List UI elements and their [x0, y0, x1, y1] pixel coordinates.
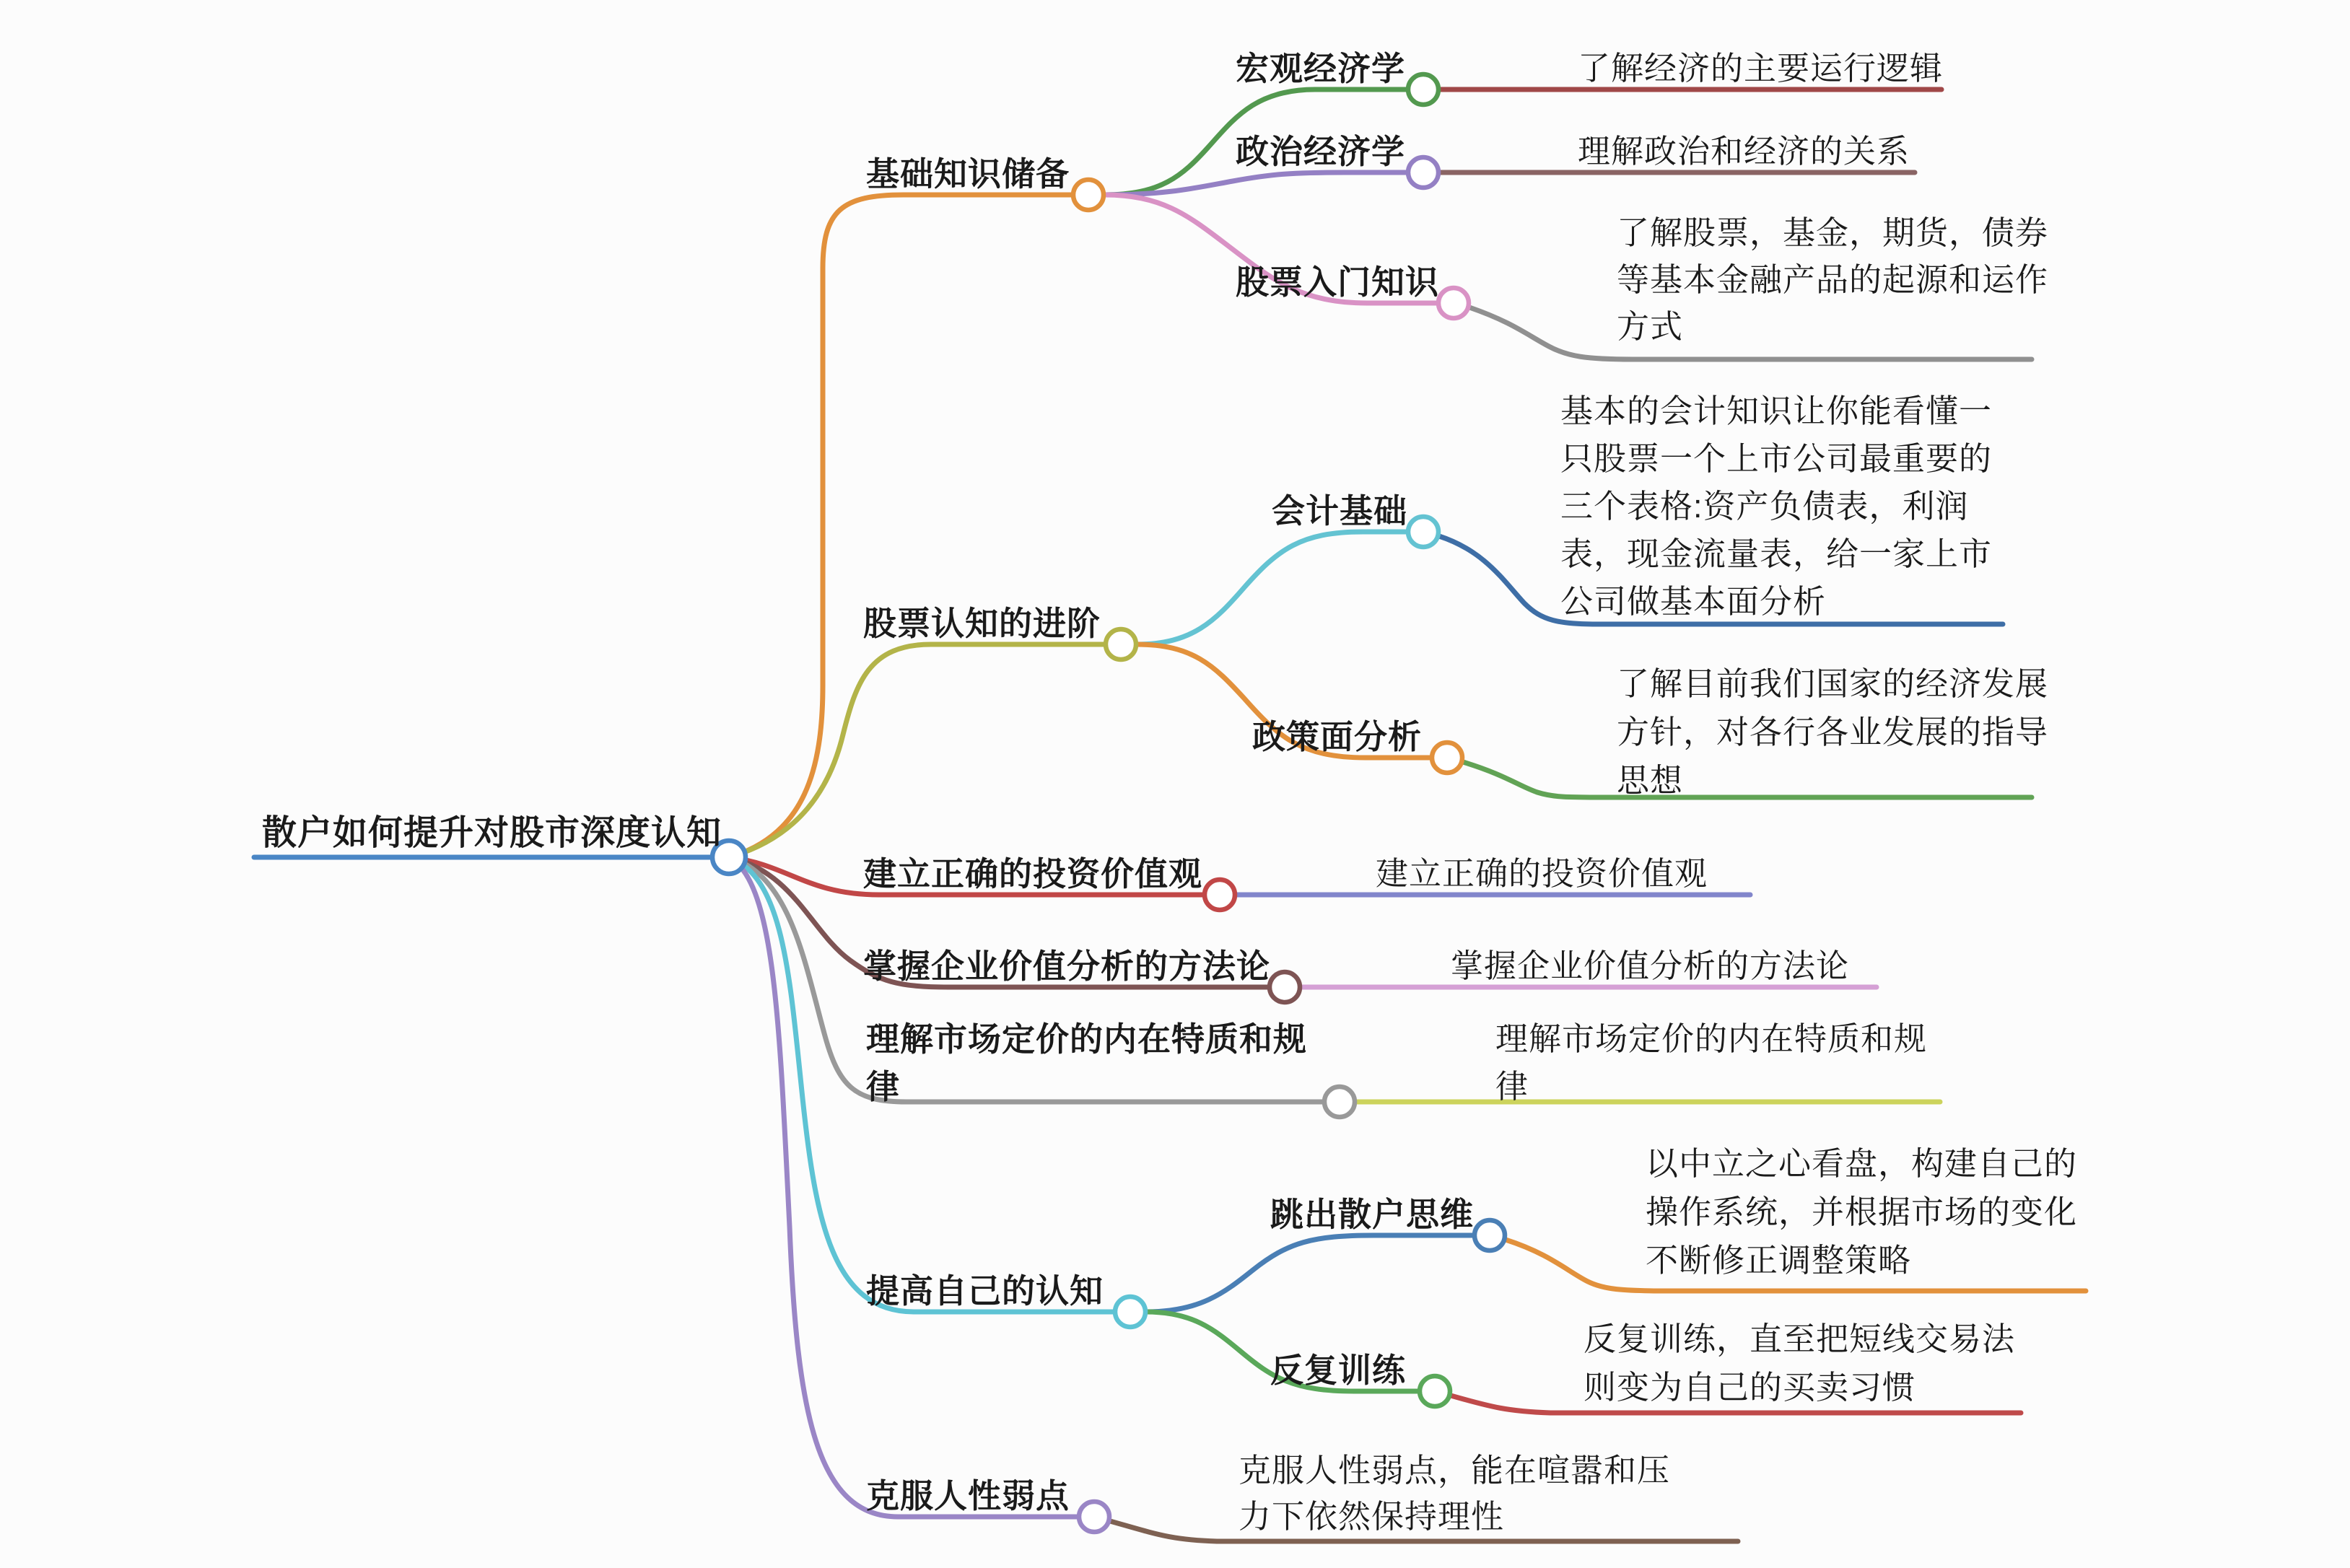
child-1-2-handle[interactable]	[1408, 157, 1438, 188]
branch-3-topic[interactable]: 建立正确的投资价值观	[863, 855, 1202, 893]
child-2-2-topic[interactable]: 政策面分析	[1252, 718, 1422, 755]
child-2-1-topic[interactable]: 会计基础	[1272, 492, 1407, 530]
branch-5-handle[interactable]	[1324, 1087, 1355, 1117]
branch-7-note[interactable]: 克服人性弱点，能在喧嚣和压力下依然保持理性	[1239, 1452, 1671, 1535]
branch-5-note[interactable]: 理解市场定价的内在特质和规律	[1495, 1020, 1928, 1105]
child-2-2-note[interactable]: 了解目前我们国家的经济发展方针，对各行各业发展的指导思想	[1617, 665, 2049, 799]
branch-6-handle[interactable]	[1115, 1297, 1145, 1327]
child-1-1-topic[interactable]: 宏观经济学	[1236, 50, 1405, 87]
child-6-1-handle[interactable]	[1475, 1220, 1505, 1251]
branch-2-topic[interactable]: 股票认知的进阶	[863, 605, 1101, 642]
child-1-3-topic[interactable]: 股票入门知识	[1236, 263, 1439, 301]
branch-3-handle[interactable]	[1205, 880, 1235, 910]
branch-5-topic[interactable]: 理解市场定价的内在特质和规律	[866, 1020, 1307, 1105]
child-6-2-topic[interactable]: 反复训练	[1270, 1352, 1406, 1389]
child-1-3-handle[interactable]	[1438, 288, 1469, 318]
branch-7-handle[interactable]	[1079, 1502, 1109, 1532]
child-6-1-topic[interactable]: 跳出散户思维	[1270, 1196, 1474, 1233]
child-1-1-note[interactable]: 了解经济的主要运行逻辑	[1578, 50, 1944, 87]
child-6-2-note[interactable]: 反复训练，直至把短线交易法则变为自己的买卖习惯	[1584, 1320, 2016, 1406]
branch-6-topic[interactable]: 提高自己的认知	[866, 1272, 1104, 1310]
child-1-2-topic[interactable]: 政治经济学	[1236, 133, 1405, 170]
child-1-1-handle[interactable]	[1408, 74, 1438, 105]
child-6-1-note[interactable]: 以中立之心看盘，构建自己的操作系统，并根据市场的变化不断修正调整策略	[1646, 1145, 2078, 1279]
child-6-1-curve	[1146, 1235, 1474, 1312]
branch-1-handle[interactable]	[1073, 180, 1104, 210]
branch-1-curve	[729, 195, 1073, 857]
branch-2-handle[interactable]	[1106, 629, 1136, 660]
child-2-1-curve	[1137, 532, 1407, 644]
child-2-2-handle[interactable]	[1432, 743, 1462, 773]
child-1-2-note[interactable]: 理解政治和经济的关系	[1578, 133, 1910, 170]
child-2-1-note[interactable]: 基本的会计知识让你能看懂一只股票一个上市公司最重要的三个表格:资产负债表，利润表，现金流量表，给一家上市公司做基本面分析	[1560, 393, 1993, 620]
child-1-2-curve	[1104, 172, 1407, 195]
child-2-1-handle[interactable]	[1408, 517, 1438, 547]
root-topic[interactable]: 散户如何提升对股市深度认知	[261, 814, 722, 852]
child-6-2-handle[interactable]	[1420, 1376, 1450, 1406]
child-1-3-note[interactable]: 了解股票，基金，期货，债券等基本金融产品的起源和运作方式	[1617, 214, 2049, 345]
branch-4-handle[interactable]	[1270, 972, 1300, 1002]
branch-7-topic[interactable]: 克服人性弱点	[866, 1477, 1070, 1515]
branch-4-topic[interactable]: 掌握企业价值分析的方法论	[863, 947, 1270, 985]
branch-3-note[interactable]: 建立正确的投资价值观	[1376, 855, 1708, 892]
branch-1-topic[interactable]: 基础知识储备	[866, 155, 1070, 193]
branch-4-note[interactable]: 掌握企业价值分析的方法论	[1451, 947, 1850, 984]
